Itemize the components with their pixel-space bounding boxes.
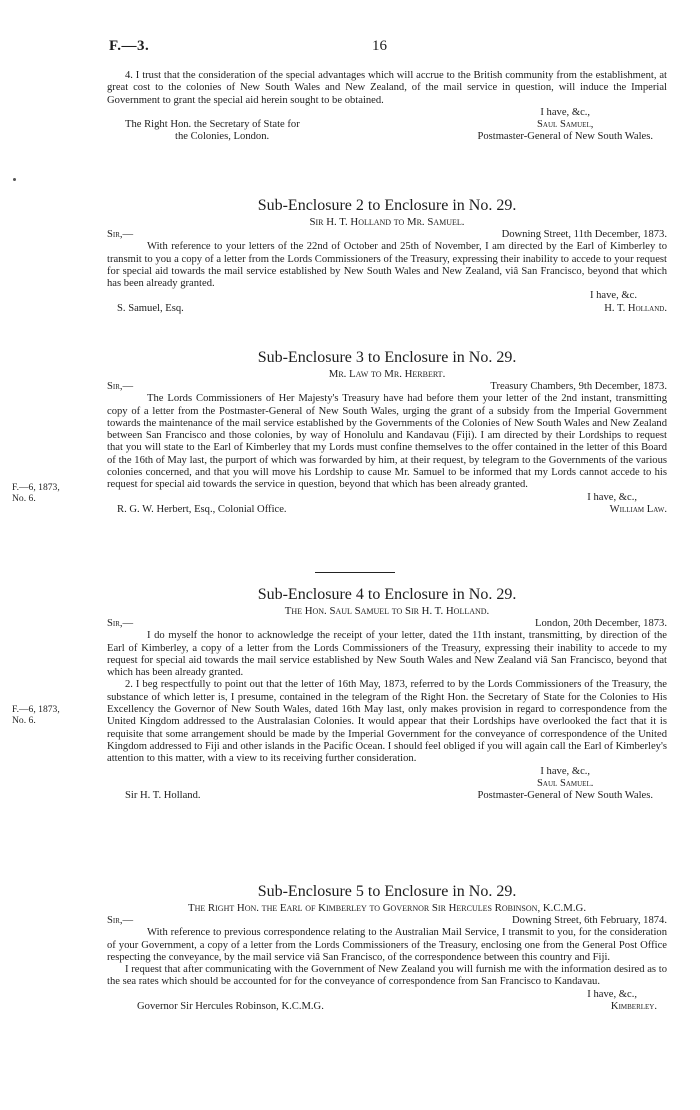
- from-to: The Hon. Saul Samuel to Sir H. T. Holland.: [284, 605, 490, 617]
- addressee: S. Samuel, Esq.: [117, 302, 184, 314]
- from-to: The Right Hon. the Earl of Kimberley to Governor Sir Hercules Robinson, K.C.M.G.: [187, 902, 587, 914]
- signer-title: Postmaster-General of New South Wales.: [477, 790, 653, 802]
- signer: Kimberley.: [610, 1001, 657, 1013]
- letter-body-2: 2. I beg respectfully to point out that the letter of 16th May, 1873, referred to by the Lords Commissioners of the Treasury, the substance of which letter is, I presume, contained in the telegram of the Right Hon. the Secretary of State for the Colonies to His Excellency the Governor of New South Wales, dated 16th May last, only makes provision in regard to correspondence from the United Kingdom addressed to the Australasian Colonies. It would appear that their Lordships have overlooked the fact that it is requisite that some arrangement should be made by the Imperial Government for the conveyance of correspondence of the United Kingdom addressed to Fiji and other islands in the Pacific Ocean. I should feel obliged if you will again call the Earl of Kimberley's attention to this matter, with a view to its receiving further consideration.: [107, 679, 667, 765]
- signer: H. T. Holland.: [604, 302, 667, 314]
- from-to: Sir H. T. Holland to Mr. Samuel.: [309, 216, 465, 228]
- addressee: R. G. W. Herbert, Esq., Colonial Office.: [117, 503, 287, 515]
- place-date: Treasury Chambers, 9th December, 1873.: [490, 381, 667, 392]
- salutation: Sir,—: [107, 915, 134, 926]
- letter-body: The Lords Commissioners of Her Majesty's Treasury have had before them your letter of the 2nd instant, transmitting copy of a letter from the Postmaster-General of New South Wales, urging the grant of a subsidy from the Imperial Government towards the maintenance of the mail service established by the Governments of the Colonies of New South Wales and New Zealand between San Francisco and those colonies, by way of Honolulu and Kandavau (Fiji). I am directed by their Lordships to request that you will state to the Earl of Kimberley that my Lords must confine themselves to the offer contained in the letter of this Board of the 16th of May last, the purport of which was forwarded by him, at their request, by telegram to the Governments of the various colonies concerned, and that you will move his Lordship to cause Mr. Samuel to be informed that my Lords cannot accede to his request for special aid towards the service in question, beyond that which has been already granted.: [107, 393, 667, 491]
- page-reference: F.—3.: [109, 38, 150, 54]
- divider-rule: [315, 572, 395, 573]
- section-heading: Sub-Enclosure 5 to Enclosure in No. 29.: [257, 883, 517, 900]
- letter-body: With reference to your letters of the 22nd of October and 25th of November, I am directed by the Earl of Kimberley to transmit to you a copy of a letter from the Lords Commissioners of the Treasury, expressing their inability to accede to your request for special aid towards the mail service established by New South Wales and New Zealand, viâ San Francisco, beyond that which has been already granted.: [107, 241, 667, 290]
- addressee-line2: the Colonies, London.: [175, 131, 270, 143]
- section-heading: Sub-Enclosure 4 to Enclosure in No. 29.: [257, 586, 517, 603]
- place-date: Downing Street, 6th February, 1874.: [512, 915, 667, 926]
- page-number: 16: [372, 38, 387, 54]
- sub-enclosure-5: [107, 882, 667, 1013]
- opening-signature: [107, 107, 667, 144]
- section-heading: Sub-Enclosure 2 to Enclosure in No. 29.: [257, 197, 517, 214]
- i-have: I have, &c.,: [587, 491, 637, 503]
- sub-enclosure-3: [107, 348, 667, 516]
- letter-body-1: With reference to previous correspondence relating to the Australian Mail Service, I transmit to you, for the consideration of your Government, a copy of a letter from the Lords Commissioners of the Treasury, enclosing one from the General Post Office respecting the conveyance, by the mail service viâ San Francisco, of the correspondence between this country and Fiji.: [107, 927, 667, 963]
- sub-enclosure-4: [107, 585, 667, 802]
- letter-body-1: I do myself the honor to acknowledge the receipt of your letter, dated the 11th instant, transmitting, by direction of the Earl of Kimberley, a copy of a letter from the Lords Commissioners of the Treasury, expressing their inability to accede to my request for special aid towards the mail service established by New South Wales and New Zealand viâ San Francisco, beyond that which has been already granted.: [107, 630, 667, 679]
- stray-mark: [13, 178, 16, 181]
- signer: Saul Samuel,: [537, 119, 594, 131]
- addressee-line1: The Right Hon. the Secretary of State for: [125, 118, 300, 130]
- i-have: I have, &c.: [589, 290, 637, 302]
- from-to: Mr. Law to Mr. Herbert.: [328, 368, 446, 380]
- addressee: Governor Sir Hercules Robinson, K.C.M.G.: [137, 1001, 324, 1013]
- section-heading: Sub-Enclosure 3 to Enclosure in No. 29.: [257, 349, 517, 366]
- place-date: Downing Street, 11th December, 1873.: [501, 229, 667, 240]
- i-have: I have, &c.,: [540, 765, 591, 777]
- addressee: Sir H. T. Holland.: [125, 789, 201, 801]
- letter-body-2: I request that after communicating with the Government of New Zealand you will furnish me with the information desired as to the sea rates which should be accounted for for the conveyance of correspondence from San Francisco to Kandavau.: [107, 964, 667, 988]
- salutation: Sir,—: [107, 618, 134, 629]
- place-date: London, 20th December, 1873.: [535, 618, 667, 629]
- salutation: Sir,—: [107, 381, 134, 392]
- signer: Saul Samuel.: [537, 777, 594, 789]
- signer: William Law.: [609, 503, 667, 515]
- signer-title: Postmaster-General of New South Wales.: [477, 131, 653, 143]
- margin-note-1: F.—6, 1873, No. 6.: [12, 482, 60, 504]
- sub4-signature: [107, 766, 667, 803]
- salutation: Sir,—: [107, 229, 134, 240]
- opening-section: [107, 70, 667, 144]
- i-have: I have, &c.,: [540, 106, 591, 118]
- i-have: I have, &c.,: [587, 988, 637, 1000]
- margin-note-2: F.—6, 1873, No. 6.: [12, 704, 60, 726]
- opening-paragraph: 4. I trust that the consideration of the special advantages which will accrue to the British community from the establishment, at great cost to the colonies of New South Wales and New Zealand, of the mail service in question, will induce the Imperial Government to grant the special aid herein sought to be obtained.: [107, 70, 667, 106]
- sub-enclosure-2: [107, 196, 667, 315]
